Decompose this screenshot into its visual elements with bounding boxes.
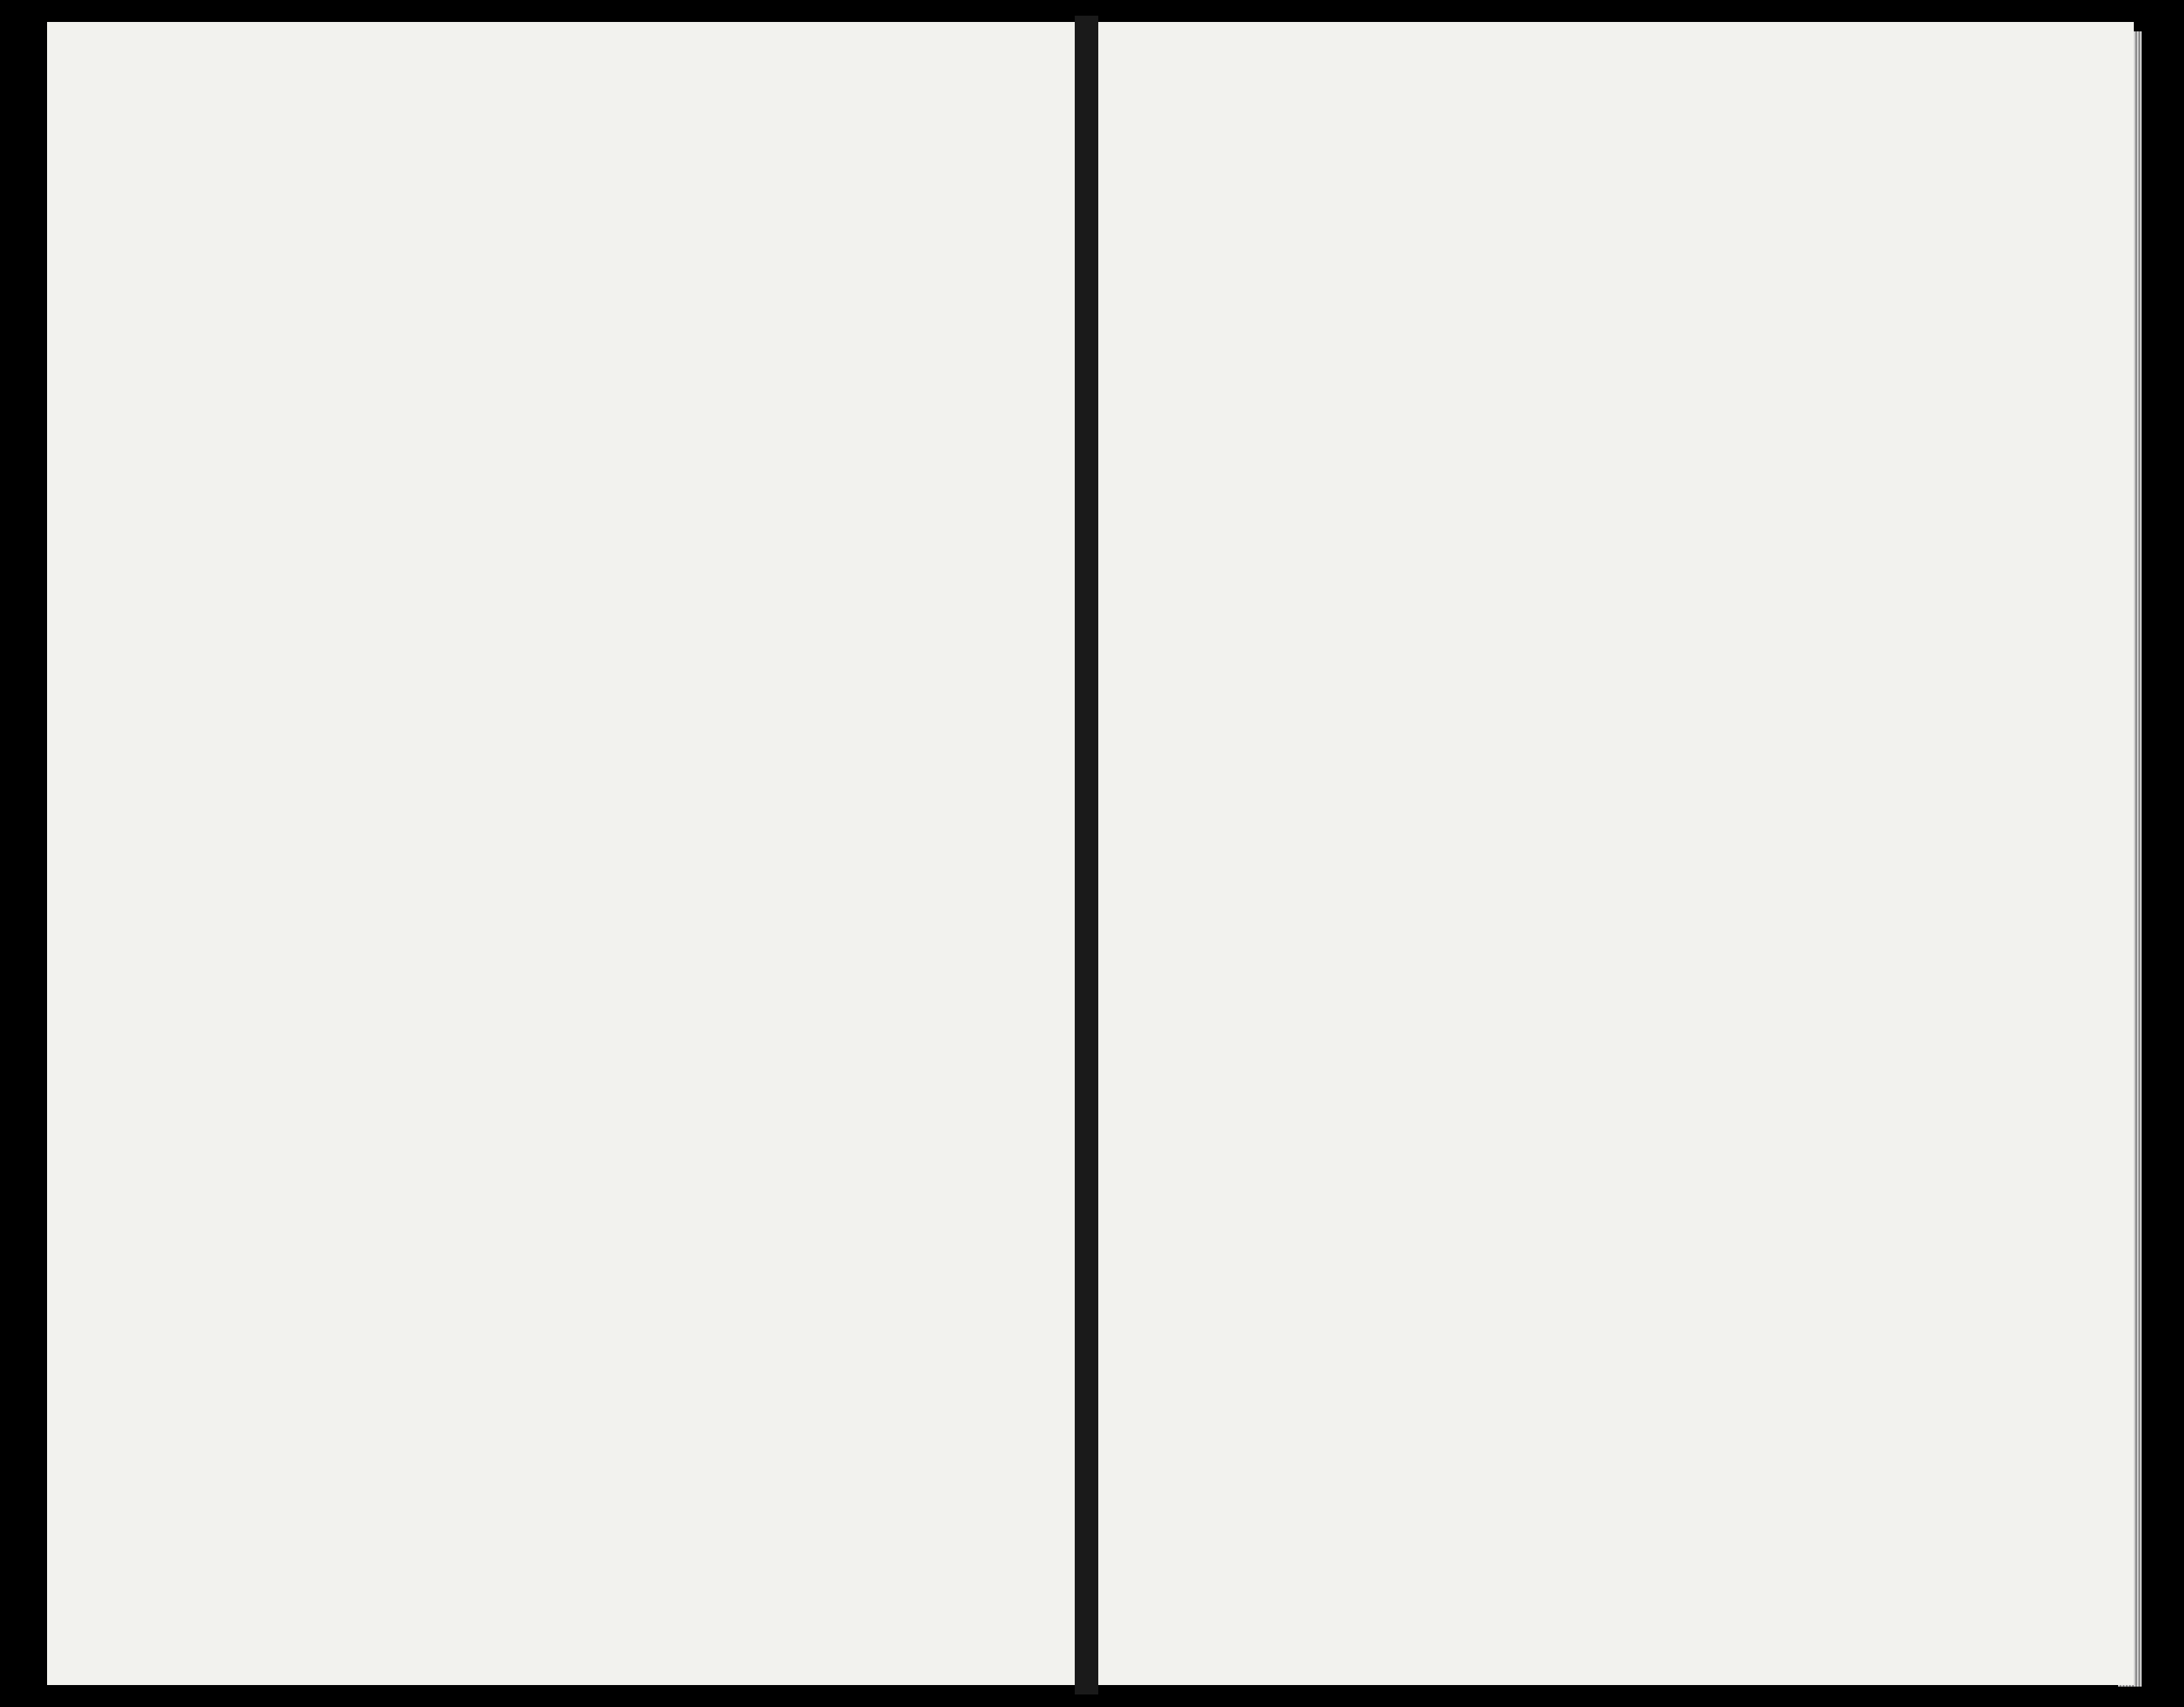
book-spine (1075, 16, 1098, 1694)
left-page (47, 22, 1075, 1685)
right-page (1098, 22, 2134, 1685)
